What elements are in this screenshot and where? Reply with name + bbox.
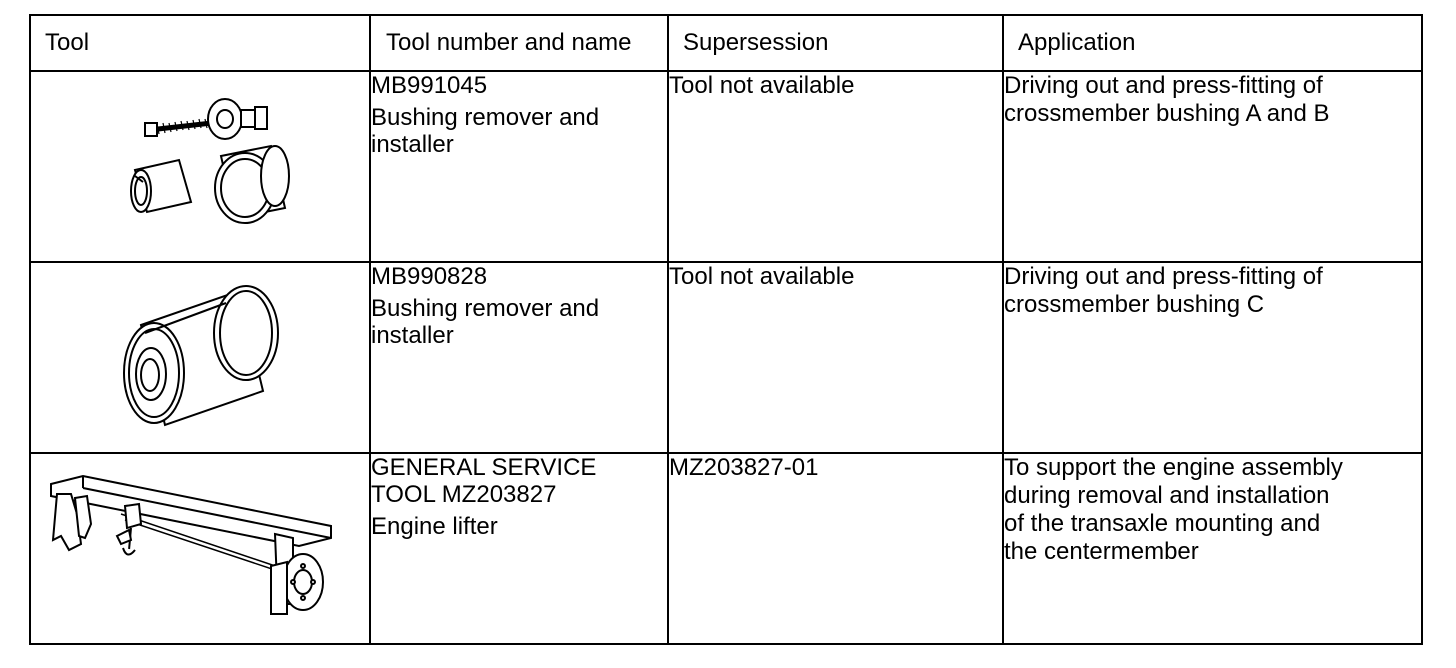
table-row: [30, 453, 1422, 644]
tool-number-and-name-cell: MB991045 Bushing remover and installer: [370, 71, 668, 262]
special-tools-table: [29, 14, 1423, 645]
supersession-cell: Tool not available: [668, 71, 1003, 262]
tool-illustration-cell: [30, 262, 370, 453]
application-cell: Driving out and press-fitting of crossmember bushing C: [1003, 262, 1422, 453]
bushing-installer-icon: [31, 263, 369, 452]
tool-illustration-cell: [30, 453, 370, 644]
tool-number-and-name-cell: MB990828 Bushing remover and installer: [370, 262, 668, 453]
engine-lifter-icon: [31, 454, 369, 643]
table-row: [30, 71, 1422, 262]
supersession-cell: Tool not available: [668, 262, 1003, 453]
tool-illustration-cell: [30, 71, 370, 262]
header-application: Application: [1003, 15, 1422, 71]
header-tool: Tool: [30, 15, 370, 71]
tool-number-and-name-cell: GENERAL SERVICE TOOL MZ203827 Engine lifter: [370, 453, 668, 644]
application-cell: Driving out and press-fitting of crossmember bushing A and B: [1003, 71, 1422, 262]
bushing-remover-set-icon: [31, 72, 369, 261]
header-supersession: Supersession: [668, 15, 1003, 71]
supersession-cell: MZ203827-01: [668, 453, 1003, 644]
header-row: [30, 15, 1422, 71]
application-cell: To support the engine assembly during removal and installation of the transaxle mounting and the centermember: [1003, 453, 1422, 644]
table-row: [30, 262, 1422, 453]
header-tool-number-and-name: Tool number and name: [370, 15, 668, 71]
